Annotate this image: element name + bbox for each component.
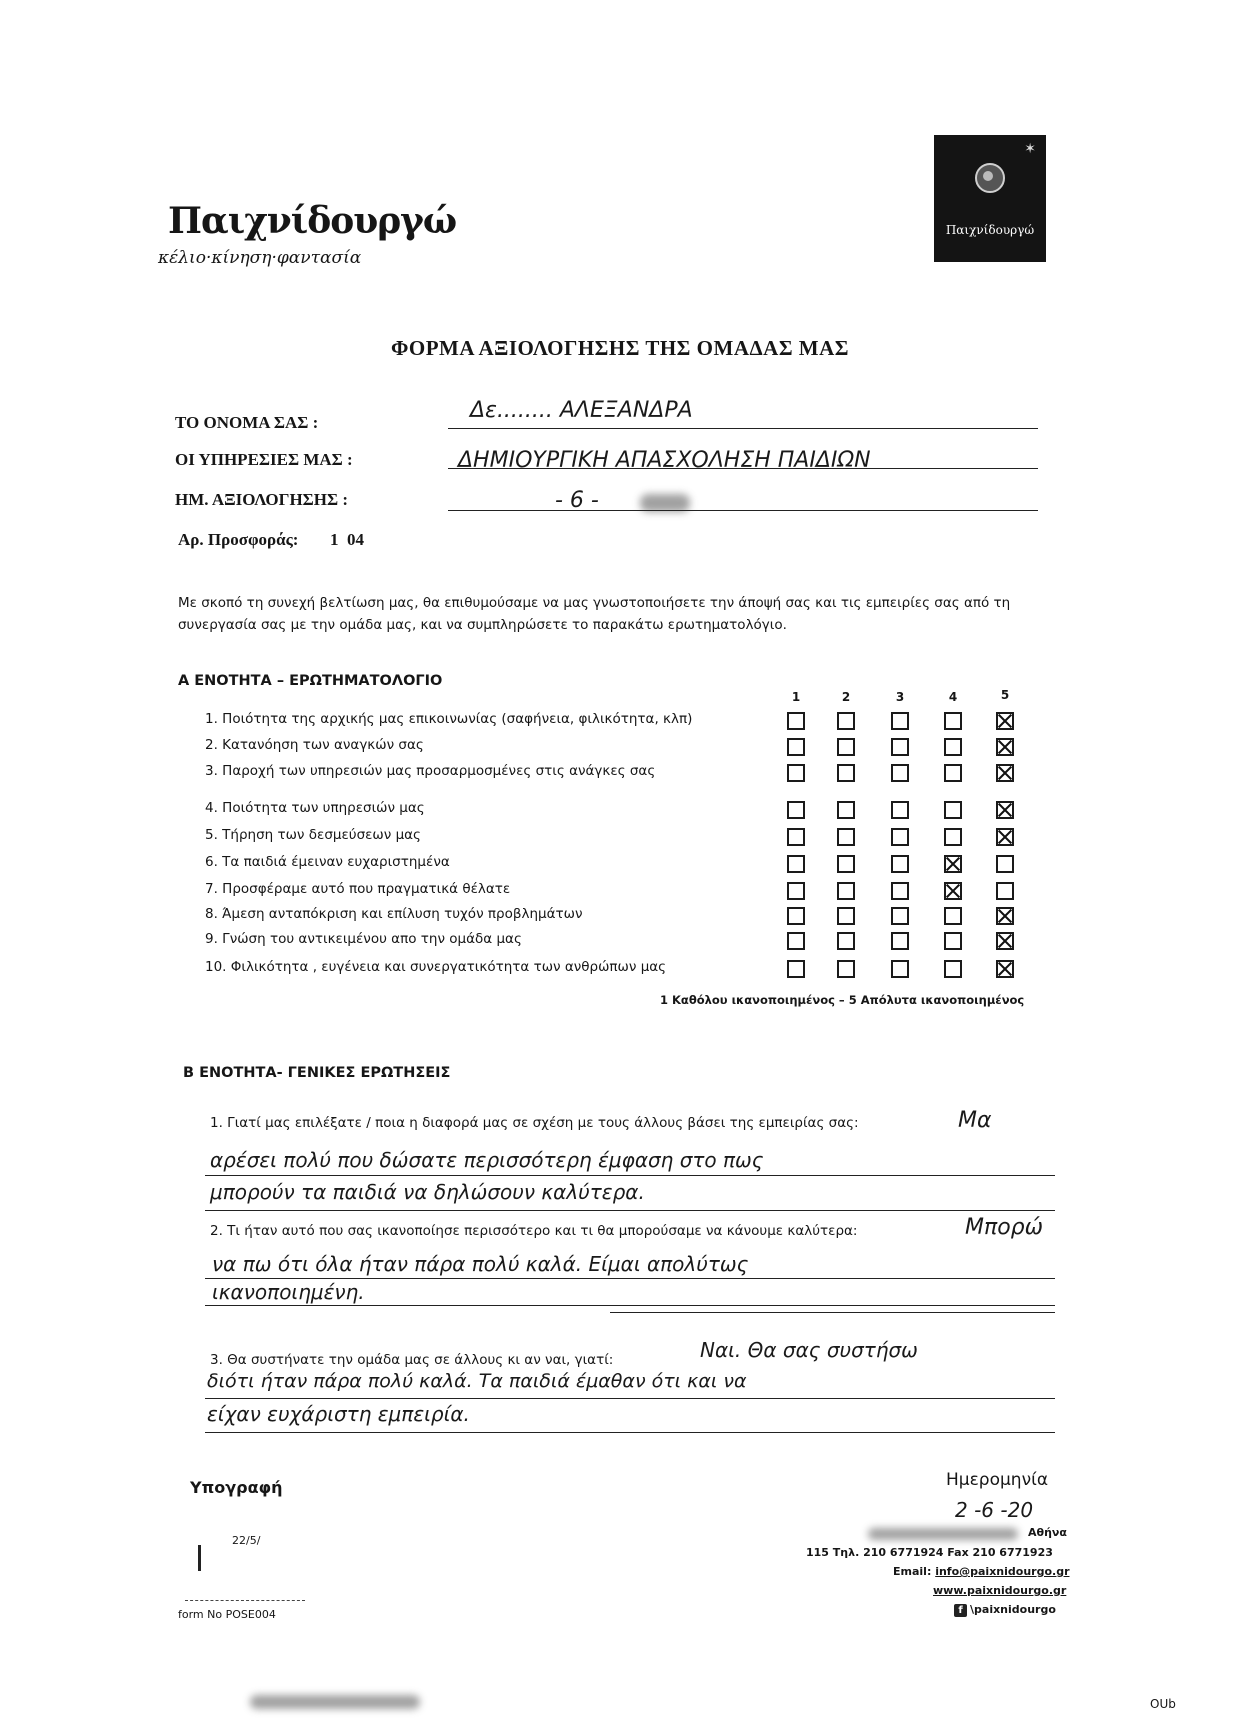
rating-checkbox[interactable]: [837, 882, 855, 900]
form-line: [185, 1600, 305, 1601]
date-value: - 6 -: [555, 488, 599, 513]
rating-checkbox[interactable]: [837, 828, 855, 846]
rating-checkbox[interactable]: [787, 960, 805, 978]
answer-line: [205, 1210, 1055, 1211]
scale-4: 4: [948, 690, 958, 704]
rating-checkbox[interactable]: [837, 907, 855, 925]
question-item: 1. Ποιότητα της αρχικής μας επικοινωνίας (σαφήνεια, φιλικότητα, κλπ): [205, 711, 693, 727]
rating-checkbox[interactable]: [787, 932, 805, 950]
answer-b1-line1: Μα: [958, 1108, 992, 1133]
rating-checkbox[interactable]: [837, 738, 855, 756]
brand-tagline: κέλιο·κίνηση·φαντασία: [158, 248, 362, 268]
rating-checkbox[interactable]: [787, 712, 805, 730]
services-label: ΟΙ ΥΠΗΡΕΣΙΕΣ ΜΑΣ :: [175, 450, 353, 469]
scale-legend: 1 Καθόλου ικανοποιημένος – 5 Απόλυτα ικανοποιημένος: [660, 993, 1025, 1007]
question-item: 10. Φιλικότητα , ευγένεια και συνεργατικότητα των ανθρώπων μας: [205, 959, 667, 975]
question-item: 5. Τήρηση των δεσμεύσεων μας: [205, 827, 421, 843]
star-icon: ✶: [1024, 141, 1036, 157]
rating-checkbox[interactable]: [891, 828, 909, 846]
rating-checkbox[interactable]: [891, 882, 909, 900]
email-link[interactable]: info@paixnidourgo.gr: [935, 1565, 1070, 1578]
date-label: ΗΜ. ΑΞΙΟΛΟΓΗΣΗΣ :: [175, 490, 349, 509]
redaction: [250, 1695, 420, 1709]
rating-checkbox[interactable]: [996, 828, 1014, 846]
rating-checkbox[interactable]: [944, 932, 962, 950]
section-a-title: Α ΕΝΟΤΗΤΑ – ΕΡΩΤΗΜΑΤΟΛΟΓΙΟ: [178, 673, 443, 689]
answer-line: [205, 1175, 1055, 1176]
section-b-title: Β ΕΝΟΤΗΤΑ- ΓΕΝΙΚΕΣ ΕΡΩΤΗΣΕΙΣ: [183, 1065, 451, 1081]
answer-b3-line3: είχαν ευχάριστη εμπειρία.: [207, 1402, 470, 1426]
facebook-row[interactable]: [954, 1603, 1056, 1617]
offer-label: Αρ. Προσφοράς:: [178, 530, 299, 549]
rating-checkbox[interactable]: [837, 855, 855, 873]
signature-label: Υπογραφή: [190, 1478, 283, 1497]
rating-checkbox[interactable]: [996, 855, 1014, 873]
answer-b2-line3: ικανοποιημένη.: [212, 1280, 365, 1304]
answer-b3-line2: διότι ήταν πάρα πολύ καλά. Τα παιδιά έμαθαν ότι και να: [207, 1370, 747, 1392]
rating-checkbox[interactable]: [996, 932, 1014, 950]
question-item: 8. Άμεση ανταπόκριση και επίλυση τυχόν προβλημάτων: [205, 906, 583, 922]
scale-1: 1: [791, 690, 801, 704]
question-b2: 2. Τι ήταν αυτό που σας ικανοποίησε περισσότερο και τι θα μπορούσαμε να κάνουμε καλύτερα:: [210, 1223, 858, 1239]
answer-b2-line2: να πω ότι όλα ήταν πάρα πολύ καλά. Είμαι απολύτως: [212, 1252, 749, 1276]
signature-date: 22/5/: [232, 1534, 261, 1547]
rating-checkbox[interactable]: [837, 712, 855, 730]
rating-checkbox[interactable]: [944, 801, 962, 819]
services-underline: [448, 468, 1038, 469]
offer-value: 1 04: [330, 530, 364, 549]
form-title: ΦΟΡΜΑ ΑΞΙΟΛΟΓΗΣΗΣ ΤΗΣ ΟΜΑΔΑΣ ΜΑΣ: [390, 336, 850, 360]
rating-checkbox[interactable]: [996, 801, 1014, 819]
corner-mark: OUb: [1150, 1697, 1176, 1711]
rating-checkbox[interactable]: [787, 907, 805, 925]
answer-line: [205, 1432, 1055, 1433]
rating-checkbox[interactable]: [996, 960, 1014, 978]
rating-checkbox[interactable]: [787, 738, 805, 756]
question-item: 4. Ποιότητα των υπηρεσιών μας: [205, 800, 425, 816]
question-b3: 3. Θα συστήνατε την ομάδα μας σε άλλους κι αν ναι, γιατί:: [210, 1352, 614, 1368]
rating-checkbox[interactable]: [787, 828, 805, 846]
rating-checkbox[interactable]: [787, 882, 805, 900]
question-item: 3. Παροχή των υπηρεσιών μας προσαρμοσμένες στις ανάγκες σας: [205, 763, 656, 779]
rating-checkbox[interactable]: [944, 855, 962, 873]
services-value: ΔΗΜΙΟΥΡΓΙΚΗ ΑΠΑΣΧΟΛΗΣΗ ΠΑΙΔΙΩΝ: [458, 448, 871, 473]
answer-b2-line1: Μπορώ: [965, 1215, 1044, 1240]
rating-checkbox[interactable]: [891, 907, 909, 925]
scale-5: 5: [1000, 688, 1010, 702]
rating-checkbox[interactable]: [891, 932, 909, 950]
rating-checkbox[interactable]: [787, 801, 805, 819]
date-footer-value: 2 -6 -20: [955, 1498, 1034, 1522]
rating-checkbox[interactable]: [891, 960, 909, 978]
rating-checkbox[interactable]: [891, 764, 909, 782]
answer-b1-line2: αρέσει πολύ που δώσατε περισσότερη έμφαση στο πως: [210, 1148, 764, 1172]
rating-checkbox[interactable]: [837, 764, 855, 782]
rating-checkbox[interactable]: [891, 712, 909, 730]
company-logo: [934, 135, 1046, 262]
rating-checkbox[interactable]: [787, 764, 805, 782]
name-value: Δε........ ΑΛΕΞΑΝΔΡΑ: [470, 398, 693, 423]
rating-checkbox[interactable]: [944, 738, 962, 756]
emblem-icon: [975, 163, 1005, 193]
name-underline: [448, 428, 1038, 429]
question-b1: 1. Γιατί μας επιλέξατε / ποια η διαφορά μας σε σχέση με τους άλλους βάσει της εμπειρίας σας:: [210, 1115, 859, 1131]
answer-b3-line1: Ναι. Θα σας συστήσω: [700, 1338, 918, 1362]
rating-checkbox[interactable]: [944, 882, 962, 900]
rating-checkbox[interactable]: [837, 932, 855, 950]
rating-checkbox[interactable]: [944, 907, 962, 925]
intro-text: Με σκοπό τη συνεχή βελτίωση μας, θα επιθυμούσαμε να μας γνωστοποιήσετε την άποψή σας και τις εμπειρίες σας από τη συνεργασία σας με την ομάδα μας, και να συμπληρώσετε το παρακάτω ερωτηματολόγιο.: [178, 595, 1011, 633]
rating-checkbox[interactable]: [837, 960, 855, 978]
rating-checkbox[interactable]: [996, 738, 1014, 756]
address: Αθήνα: [1028, 1526, 1067, 1539]
email-label: Email:: [893, 1565, 932, 1578]
rating-checkbox[interactable]: [944, 960, 962, 978]
facebook-handle: \paixnidourgo: [970, 1603, 1056, 1616]
website-link[interactable]: www.paixnidourgo.gr: [933, 1584, 1067, 1597]
name-label: ΤΟ ΟΝΟΜΑ ΣΑΣ :: [175, 413, 319, 432]
date-footer-label: Ημερομηνία: [946, 1470, 1049, 1490]
scale-2: 2: [841, 690, 851, 704]
rating-checkbox[interactable]: [944, 828, 962, 846]
rating-checkbox[interactable]: [837, 801, 855, 819]
brand-name: Παιχνίδουργώ: [168, 200, 457, 242]
answer-line: [610, 1312, 1055, 1313]
rating-checkbox[interactable]: [944, 764, 962, 782]
logo-label: Παιχνίδουργώ: [945, 223, 1035, 237]
date-underline: [448, 510, 1038, 511]
facebook-icon: f: [954, 1604, 967, 1617]
rating-checkbox[interactable]: [996, 882, 1014, 900]
rating-checkbox[interactable]: [891, 738, 909, 756]
rating-checkbox[interactable]: [787, 855, 805, 873]
answer-line: [205, 1398, 1055, 1399]
question-item: 6. Τα παιδιά έμειναν ευχαριστημένα: [205, 854, 450, 870]
rating-checkbox[interactable]: [996, 764, 1014, 782]
signature-mark: [198, 1545, 201, 1571]
answer-line: [205, 1305, 1055, 1306]
answer-line: [205, 1278, 1055, 1279]
question-item: 9. Γνώση του αντικειμένου απο την ομάδα μας: [205, 931, 522, 947]
form-number: form No POSE004: [178, 1608, 276, 1621]
email-row: [893, 1565, 1070, 1578]
phone-line: 115 Τηλ. 210 6771924 Fax 210 6771923: [806, 1546, 1053, 1559]
rating-checkbox[interactable]: [944, 712, 962, 730]
rating-checkbox[interactable]: [996, 712, 1014, 730]
question-item: 7. Προσφέραμε αυτό που πραγματικά θέλατε: [205, 881, 511, 897]
scale-3: 3: [895, 690, 905, 704]
rating-checkbox[interactable]: [891, 801, 909, 819]
answer-b1-line3: μπορούν τα παιδιά να δηλώσουν καλύτερα.: [210, 1180, 645, 1204]
redaction: [868, 1528, 1018, 1540]
rating-checkbox[interactable]: [996, 907, 1014, 925]
rating-checkbox[interactable]: [891, 855, 909, 873]
question-item: 2. Κατανόηση των αναγκών σας: [205, 737, 424, 753]
